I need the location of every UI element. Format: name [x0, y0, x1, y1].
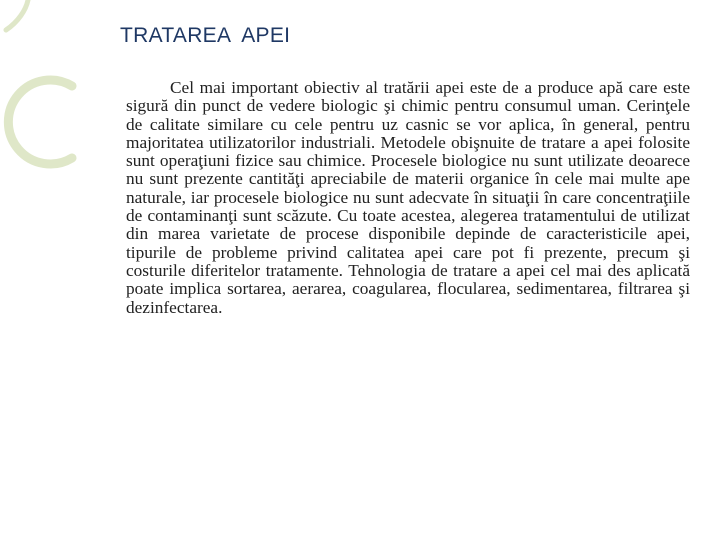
deco-arc-large	[8, 80, 72, 164]
slide-title: TRATAREA APEI	[120, 24, 291, 47]
slide-body-text: Cel mai important obiectiv al tratării apei este de a produce apă care este sigură din punct de vedere biologic şi chimic pentru consumul uman. Cerinţele de calitate similare cu cele pentru uz casnic se vor aplica, în general, pentru majoritatea utilizatorilor industriali. Metodele obişnuite de tratare a apei folosite sunt operaţiuni fizice sau chimice. Procesele biologice nu sunt utilizate deoarece nu sunt prezente cantităţi apreciabile de materii organice în cele mai multe ape naturale, iar procesele biologice nu sunt adecvate în situaţii în care concentraţiile de contaminanţi sunt scăzute. Cu toate acestea, alegerea tratamentului de utilizat din marea varietate de procese disponibile depinde de caracteristicile apei, tipurile de probleme privind calitatea apei care pot fi prezente, precum şi costurile diferitelor tratamente. Tehnologia de tratare a apei cel mai des aplicată poate implica sortarea, aerarea, coagularea, flocularea, sedimentarea, filtrarea şi dezinfectarea.	[126, 78, 690, 317]
decorative-arcs	[0, 0, 120, 260]
deco-arc-top	[6, 0, 28, 30]
